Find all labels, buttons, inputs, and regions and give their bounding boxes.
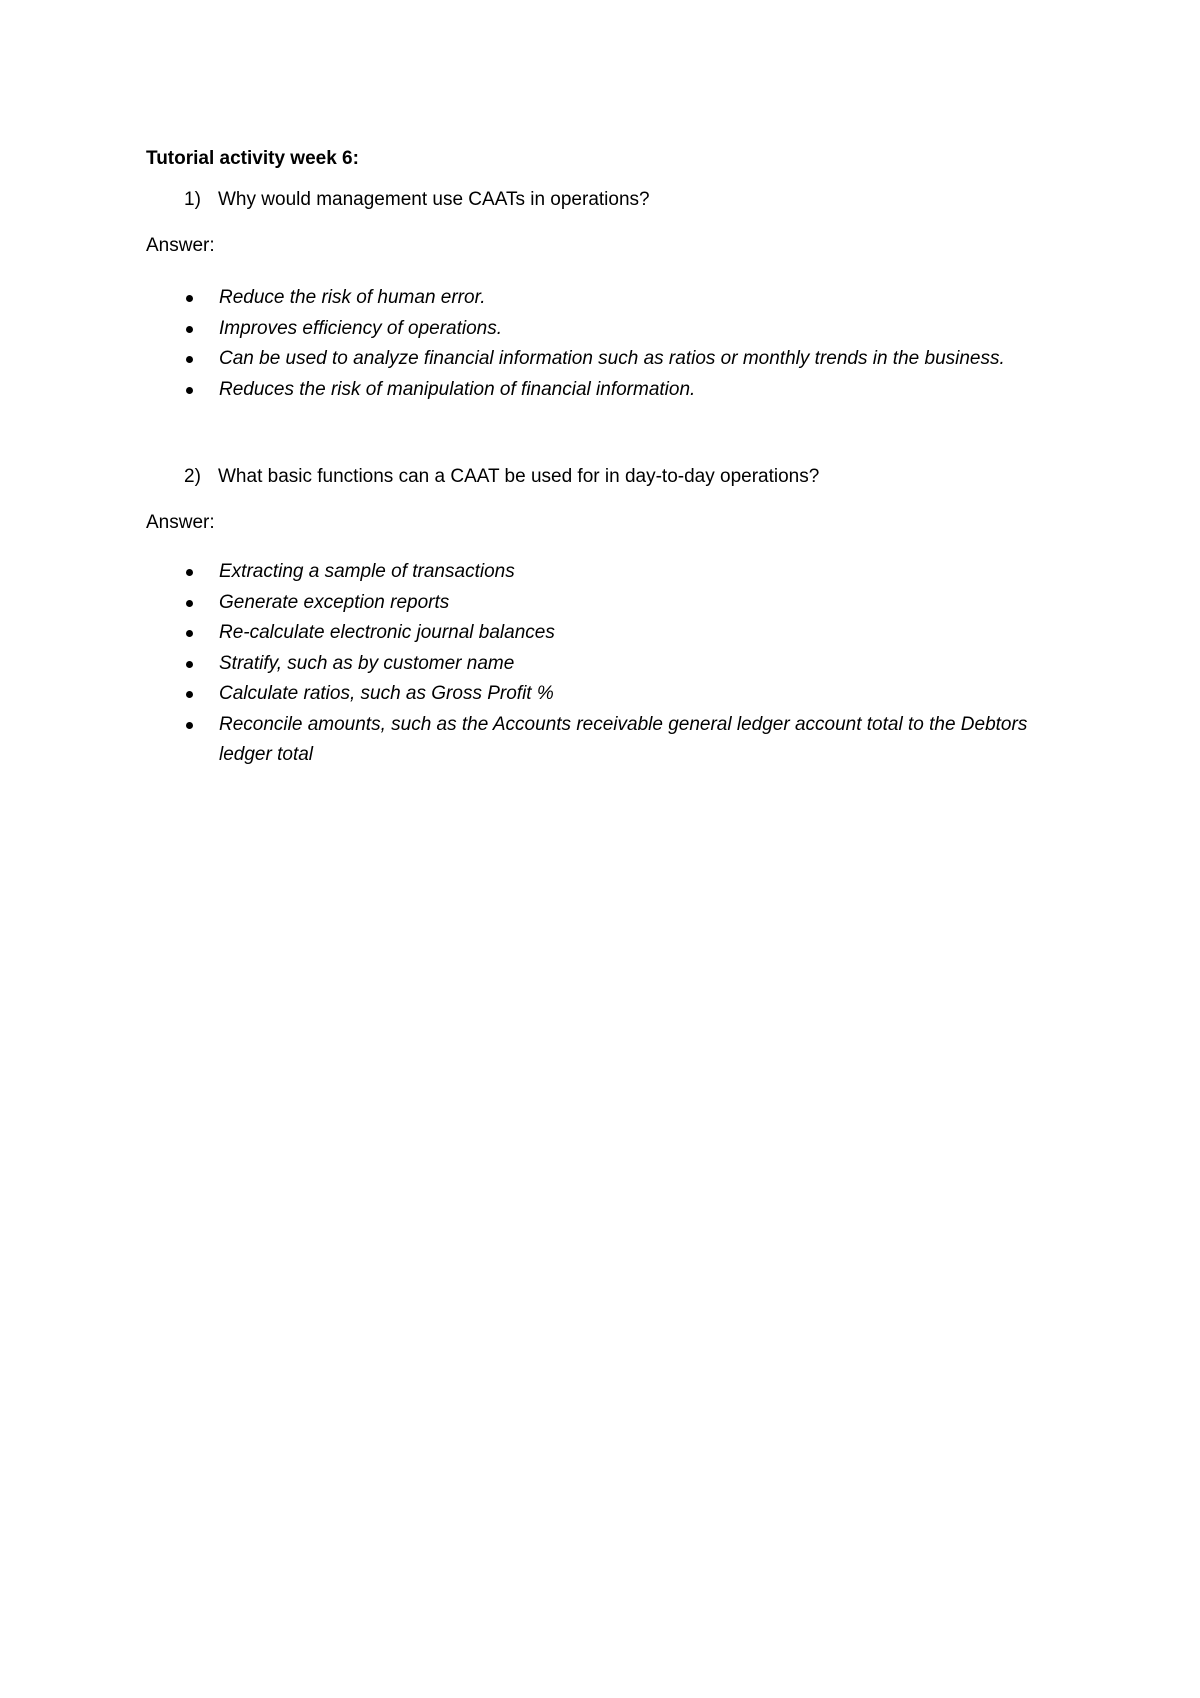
list-item [186,314,1069,345]
list-item-text: Improves efficiency of operations. [219,317,503,339]
bullet-icon [186,356,193,363]
list-item-text: Reconcile amounts, such as the Accounts receivable general ledger account total to the Debtors ledger total [219,713,1028,765]
question-1 [184,189,650,211]
question-text: Why would management use CAATs in operations? [218,189,650,210]
list-item-text: Extracting a sample of transactions [219,561,515,582]
bullet-icon [186,661,193,668]
list-item [186,649,1069,680]
document-title: Tutorial activity week 6: [146,148,359,169]
bullet-icon [186,691,193,698]
bullet-icon [186,326,193,333]
list-item [186,679,1069,710]
answer-label: Answer: [146,235,215,256]
question-2 [184,466,819,488]
answer-label: Answer: [146,512,215,533]
list-item [186,588,1069,619]
list-item-text: Generate exception reports [219,591,450,613]
list-item [186,344,1069,375]
list-item-text: Re-calculate electronic journal balances [219,622,555,643]
bullet-icon [186,295,193,302]
bullet-icon [186,569,193,576]
list-item-text: Calculate ratios, such as Gross Profit % [219,683,554,704]
list-item [186,618,1069,649]
question-text: What basic functions can a CAAT be used for in day-to-day operations? [218,466,820,487]
list-item [186,283,1069,314]
list-item-text: Stratify, such as by customer name [219,652,515,674]
bullet-icon [186,630,193,637]
bullet-icon [186,600,193,607]
list-item [186,375,1069,406]
answer-list-1 [186,283,1069,405]
list-item-text: Reduce the risk of human error. [219,287,486,308]
list-item [186,710,1069,771]
list-item-text: Reduces the risk of manipulation of financial information. [219,378,696,400]
list-item-text: Can be used to analyze financial information such as ratios or monthly trends in the business. [219,348,1005,369]
question-number: 1) [184,189,201,210]
bullet-icon [186,387,193,394]
question-number: 2) [184,466,201,487]
answer-list-2 [186,557,1069,771]
list-item [186,557,1069,588]
bullet-icon [186,722,193,729]
